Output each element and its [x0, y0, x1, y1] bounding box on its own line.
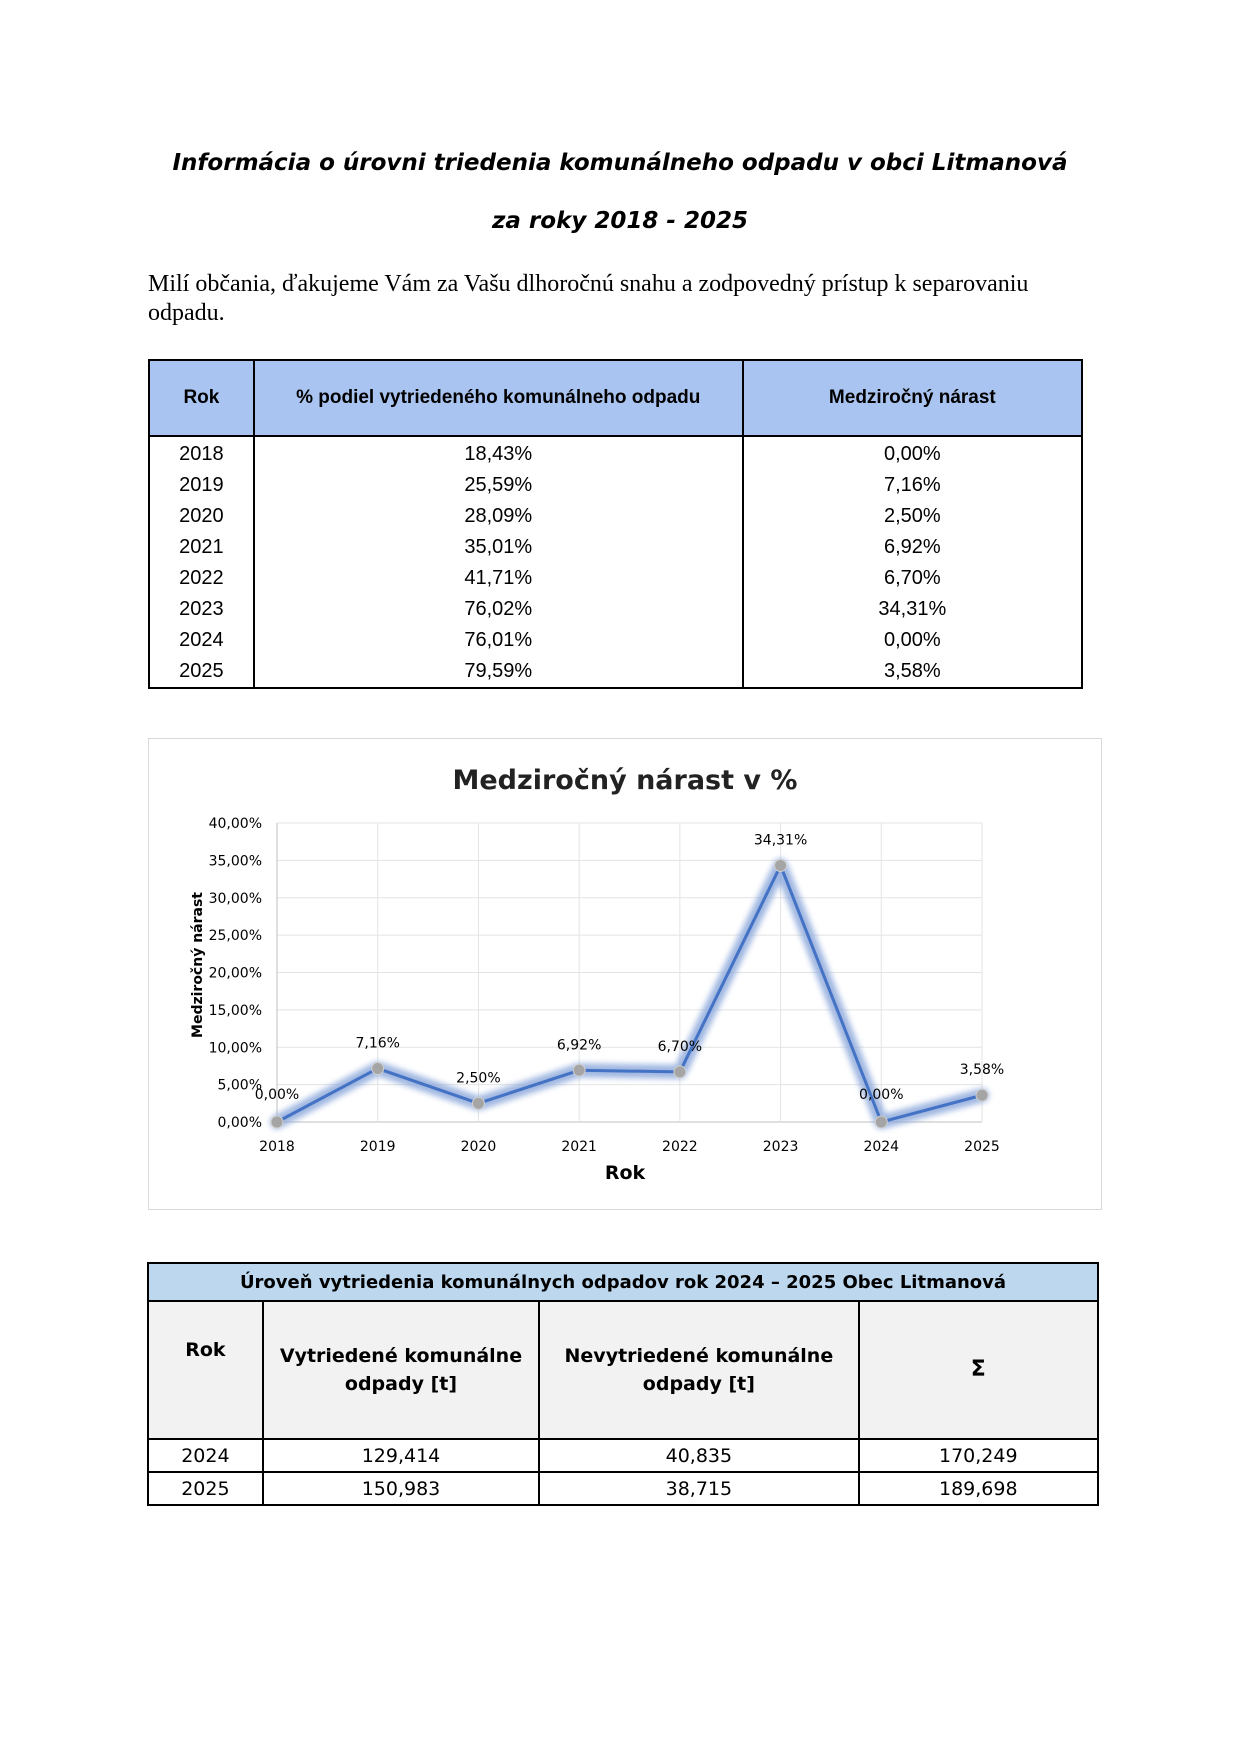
- cell-year: 2020: [149, 501, 254, 532]
- cell-share: 76,02%: [254, 594, 743, 625]
- cell-year: 2021: [149, 532, 254, 563]
- cell-share: 18,43%: [254, 436, 743, 470]
- cell-growth: 7,16%: [743, 470, 1082, 501]
- cell-share: 35,01%: [254, 532, 743, 563]
- cell-sum: 189,698: [859, 1472, 1098, 1505]
- x-tick-label: 2020: [460, 1139, 497, 1155]
- header-unsorted: Nevytriedené komunálne odpady [t]: [539, 1301, 858, 1439]
- cell-growth: 0,00%: [743, 436, 1082, 470]
- data-point: [472, 1097, 484, 1109]
- table-row: [149, 470, 1082, 501]
- y-tick-label: 0,00%: [217, 1115, 262, 1131]
- growth-chart-svg: [149, 739, 1101, 1209]
- x-tick-label: 2019: [359, 1139, 396, 1155]
- data-point: [875, 1116, 887, 1128]
- y-tick-label: 10,00%: [208, 1040, 262, 1057]
- table-caption: Úroveň vytriedenia komunálnych odpadov rok 2024 – 2025 Obec Litmanová: [148, 1263, 1098, 1301]
- data-label: 0,00%: [254, 1087, 300, 1103]
- cell-growth: 3,58%: [743, 656, 1082, 688]
- cell-year: 2025: [149, 656, 254, 688]
- header-sum: Σ: [859, 1301, 1098, 1439]
- cell-share: 76,01%: [254, 625, 743, 656]
- table-header-row: [149, 360, 1082, 436]
- cell-unsorted: 38,715: [539, 1472, 858, 1505]
- chart-y-axis-label: Medziročný nárast: [190, 892, 206, 1038]
- x-tick-label: 2023: [762, 1139, 799, 1155]
- header-rok: Rok: [149, 360, 254, 436]
- cell-growth: 34,31%: [743, 594, 1082, 625]
- table-header-row: [148, 1301, 1098, 1439]
- cell-share: 41,71%: [254, 563, 743, 594]
- intro-text: Milí občania, ďakujeme Vám za Vašu dlhoročnú snahu a zodpovedný prístup k separovaniu odpadu.: [148, 271, 1029, 326]
- series-line-glow: [277, 866, 982, 1122]
- y-tick-label: 5,00%: [217, 1077, 262, 1094]
- cell-share: 79,59%: [254, 656, 743, 688]
- y-tick-label: 40,00%: [208, 816, 262, 832]
- table-row: [149, 501, 1082, 532]
- cell-year: 2023: [149, 594, 254, 625]
- chart-x-axis-label: Rok: [604, 1162, 646, 1184]
- cell-growth: 0,00%: [743, 625, 1082, 656]
- series-line: [277, 866, 982, 1122]
- recycling-share-table: [148, 359, 1083, 689]
- data-point: [976, 1089, 988, 1101]
- y-tick-label: 20,00%: [208, 965, 262, 982]
- waste-tonnage-table: [147, 1262, 1099, 1506]
- cell-year: 2022: [149, 563, 254, 594]
- x-tick-label: 2025: [964, 1139, 1000, 1155]
- data-point: [674, 1066, 686, 1078]
- data-label: 34,31%: [753, 832, 808, 849]
- data-label: 6,92%: [556, 1037, 602, 1054]
- data-label: 7,16%: [355, 1035, 400, 1052]
- document-title: Informácia o úrovni triedenia komunálneho odpadu v obci Litmanová: [172, 150, 1068, 176]
- table-row: [149, 532, 1082, 563]
- table-row: [149, 625, 1082, 656]
- data-point: [573, 1064, 585, 1076]
- data-label: 3,58%: [959, 1062, 1005, 1079]
- growth-chart: [148, 738, 1102, 1210]
- data-label: 6,70%: [657, 1038, 703, 1055]
- y-tick-label: 15,00%: [208, 1002, 262, 1019]
- cell-unsorted: 40,835: [539, 1439, 858, 1472]
- cell-year: 2024: [149, 625, 254, 656]
- y-tick-label: 25,00%: [208, 928, 262, 945]
- cell-growth: 6,70%: [743, 563, 1082, 594]
- cell-year: 2025: [148, 1472, 263, 1505]
- table-row: [149, 563, 1082, 594]
- table-row: [149, 594, 1082, 625]
- table-row: [149, 656, 1082, 688]
- x-tick-label: 2024: [863, 1139, 900, 1155]
- cell-year: 2019: [149, 470, 254, 501]
- table-row: [148, 1472, 1098, 1505]
- header-share: % podiel vytriedeného komunálneho odpadu: [254, 360, 743, 436]
- cell-sorted: 150,983: [263, 1472, 539, 1505]
- table-row: [148, 1439, 1098, 1472]
- cell-year: 2018: [149, 436, 254, 470]
- cell-sorted: 129,414: [263, 1439, 539, 1472]
- cell-growth: 2,50%: [743, 501, 1082, 532]
- table-row: [149, 436, 1082, 470]
- data-point: [775, 860, 787, 872]
- cell-share: 25,59%: [254, 470, 743, 501]
- data-label: 2,50%: [456, 1070, 501, 1087]
- header-rok: Rok: [148, 1301, 263, 1439]
- chart-title: Medziročný nárast v %: [452, 765, 798, 796]
- x-tick-label: 2018: [259, 1139, 295, 1155]
- y-tick-label: 35,00%: [208, 853, 262, 870]
- cell-share: 28,09%: [254, 501, 743, 532]
- data-point: [372, 1062, 384, 1074]
- cell-sum: 170,249: [859, 1439, 1098, 1472]
- y-tick-label: 30,00%: [208, 890, 262, 907]
- x-tick-label: 2022: [662, 1139, 698, 1155]
- document-subtitle: za roky 2018 - 2025: [492, 208, 748, 234]
- header-growth: Medziročný nárast: [743, 360, 1082, 436]
- cell-growth: 6,92%: [743, 532, 1082, 563]
- data-point: [271, 1116, 283, 1128]
- header-sorted: Vytriedené komunálne odpady [t]: [263, 1301, 539, 1439]
- data-label: 0,00%: [859, 1087, 904, 1103]
- x-tick-label: 2021: [561, 1139, 597, 1155]
- cell-year: 2024: [148, 1439, 263, 1472]
